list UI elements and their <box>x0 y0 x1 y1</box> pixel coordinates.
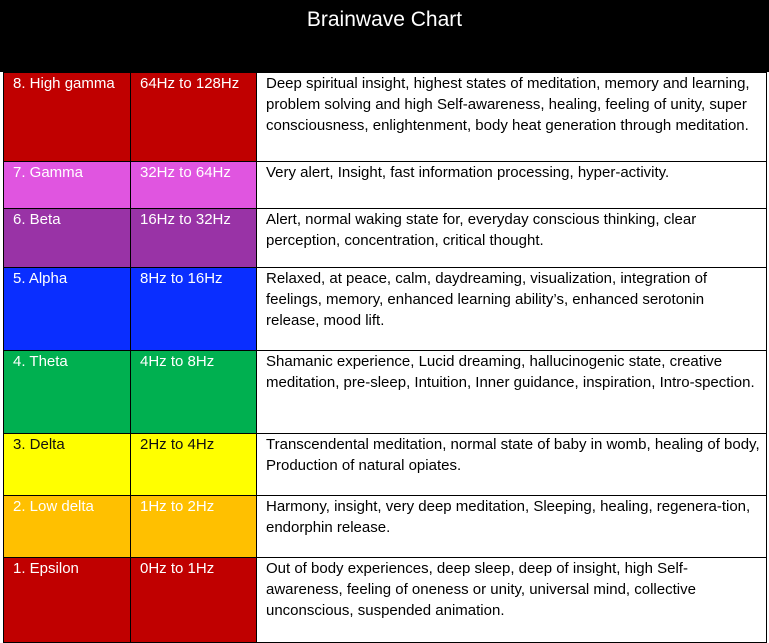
table-row <box>4 73 767 162</box>
brainwave-table <box>3 72 767 643</box>
table-row <box>4 496 767 558</box>
wave-name: 7. Gamma <box>4 162 131 209</box>
table-row <box>4 434 767 496</box>
wave-name: 5. Alpha <box>4 268 131 351</box>
table-row <box>4 351 767 434</box>
frequency-range: 8Hz to 16Hz <box>131 268 257 351</box>
wave-description: Very alert, Insight, fast information processing, hyper-activity. <box>257 162 767 209</box>
frequency-range: 64Hz to 128Hz <box>131 73 257 162</box>
table-row <box>4 558 767 643</box>
frequency-range: 4Hz to 8Hz <box>131 351 257 434</box>
table-row <box>4 162 767 209</box>
wave-description: Out of body experiences, deep sleep, deep of insight, high Self-awareness, feeling of oneness or unity, universal mind, collective unconscious, suspended animation. <box>257 558 767 643</box>
wave-description: Deep spiritual insight, highest states of meditation, memory and learning, problem solving and high Self-awareness, healing, feeling of unity, super consciousness, enlightenment, body heat generation through meditation. <box>257 73 767 162</box>
frequency-range: 0Hz to 1Hz <box>131 558 257 643</box>
wave-description: Harmony, insight, very deep meditation, Sleeping, healing, regenera-tion, endorphin release. <box>257 496 767 558</box>
table-row <box>4 209 767 268</box>
wave-description: Relaxed, at peace, calm, daydreaming, visualization, integration of feelings, memory, enhanced learning ability’s, enhanced serotonin release, mood lift. <box>257 268 767 351</box>
frequency-range: 16Hz to 32Hz <box>131 209 257 268</box>
wave-description: Alert, normal waking state for, everyday conscious thinking, clear perception, concentration, critical thought. <box>257 209 767 268</box>
wave-description: Transcendental meditation, normal state of baby in womb, healing of body, Production of natural opiates. <box>257 434 767 496</box>
wave-name: 3. Delta <box>4 434 131 496</box>
wave-name: 2. Low delta <box>4 496 131 558</box>
wave-name: 8. High gamma <box>4 73 131 162</box>
frequency-range: 32Hz to 64Hz <box>131 162 257 209</box>
chart-title: Brainwave Chart <box>0 0 769 72</box>
frequency-range: 2Hz to 4Hz <box>131 434 257 496</box>
wave-name: 6. Beta <box>4 209 131 268</box>
wave-description: Shamanic experience, Lucid dreaming, hallucinogenic state, creative meditation, pre-sleep, Intuition, Inner guidance, inspiration, Intro-spection. <box>257 351 767 434</box>
wave-name: 4. Theta <box>4 351 131 434</box>
frequency-range: 1Hz to 2Hz <box>131 496 257 558</box>
table-row <box>4 268 767 351</box>
wave-name: 1. Epsilon <box>4 558 131 643</box>
